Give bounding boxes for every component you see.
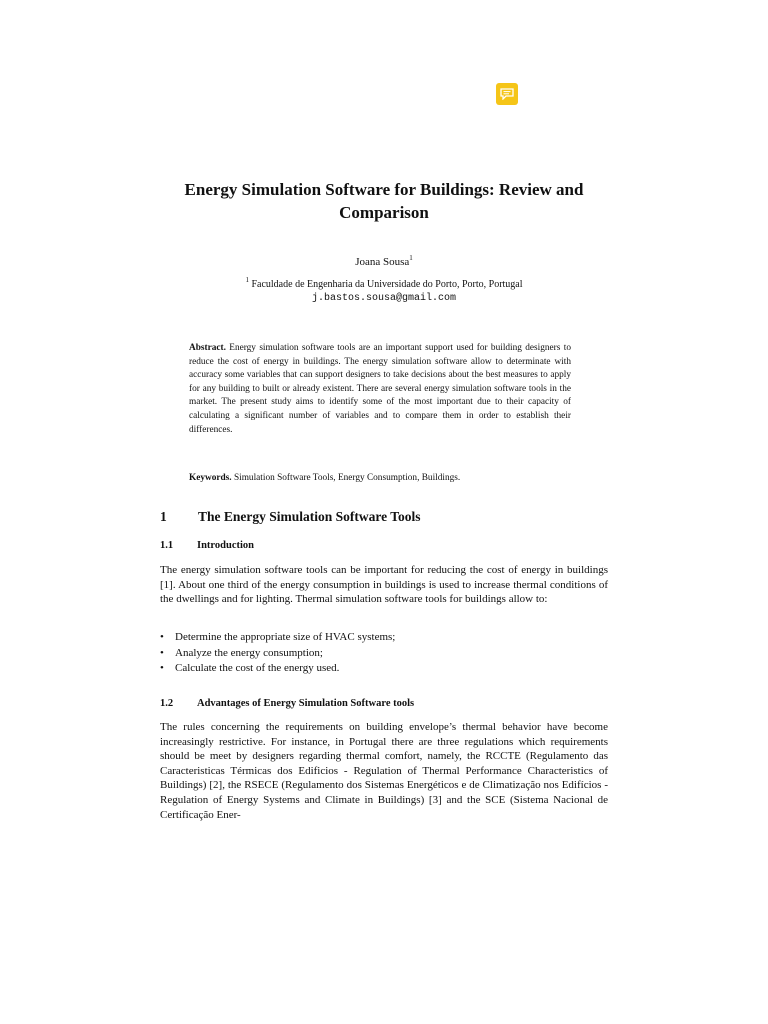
keywords-label: Keywords. xyxy=(189,473,232,483)
section-title: The Energy Simulation Software Tools xyxy=(198,509,421,524)
abstract-label: Abstract. xyxy=(189,343,226,353)
subsection-number: 1.1 xyxy=(160,540,174,551)
section-heading-1 xyxy=(160,508,608,526)
author-line xyxy=(160,251,608,269)
author-name: Joana Sousa xyxy=(355,256,410,268)
author-superscript: 1 xyxy=(409,254,413,262)
list-item xyxy=(160,661,608,677)
abstract xyxy=(189,342,571,437)
comment-icon[interactable] xyxy=(496,83,518,105)
list-item-text: Analyze the energy consumption; xyxy=(175,646,323,659)
introduction-paragraph: The energy simulation software tools can be important for reducing the cost of energy in buildings [1]. About one third of the energy consumption in buildings is used to increase thermal conditions of the dwellings and for lighting. Thermal simulation software tools for buildings allow to: xyxy=(160,564,608,606)
section-number: 1 xyxy=(160,509,167,524)
subsection-title: Advantages of Energy Simulation Software tools xyxy=(197,698,415,709)
list-item-text: Calculate the cost of the energy used. xyxy=(175,662,340,674)
bullet-symbol: • xyxy=(160,662,164,674)
capabilities-list xyxy=(160,630,608,677)
list-item-text: Determine the appropriate size of HVAC systems; xyxy=(175,631,396,643)
bullet-symbol: • xyxy=(160,631,164,643)
affiliation-text: Faculdade de Engenharia da Universidade do Porto, Porto, Portugal xyxy=(251,279,523,290)
list-item xyxy=(160,630,608,646)
affiliation-superscript: 1 xyxy=(245,276,249,284)
keywords xyxy=(189,471,571,485)
keywords-text: Simulation Software Tools, Energy Consumption, Buildings. xyxy=(233,473,461,483)
subsection-heading-1-2 xyxy=(160,697,608,711)
author-email: j.bastos.sousa@gmail.com xyxy=(311,293,457,304)
abstract-text: Energy simulation software tools are an important support used for building designers to reduce the cost of energy in buildings. The energy simulation software allow to determinate with accuracy some variables that can support designers to take decisions about the best measures to apply for any building to built or already existent. There are several energy simulation software tools in the market. The present study aims to identify some of the most important due to their capacity of calculating a significant number of variables and to compare them in order to establish their differences. xyxy=(189,343,571,435)
subsection-title: Introduction xyxy=(197,540,254,551)
speech-bubble-icon xyxy=(500,88,514,100)
list-item xyxy=(160,646,608,662)
bullet-symbol: • xyxy=(160,646,164,659)
subsection-heading-1-1 xyxy=(160,539,608,553)
paper-title: Energy Simulation Software for Buildings: Review and Comparison xyxy=(184,180,584,222)
subsection-number: 1.2 xyxy=(160,698,174,709)
affiliation-line xyxy=(160,273,608,292)
advantages-paragraph: The rules concerning the requirements on building envelope’s thermal behavior have become increasingly restrictive. For instance, in Portugal there are three regulations which requirements should be meet by designers regarding thermal comfort, namely, the RCCTE (Regulamento das Caracteristicas Térmicas dos Edificios - Regulation of Thermal Performance Characteristics of Buildings) [2], the RSECE (Regulamento dos Sistemas Energéticos e de Climatização nos Edifícios - Regulation of Energy Systems and Climate in Buildings) [3] and the SCE (Sistema Nacional de Certificação Ener- xyxy=(160,721,608,821)
